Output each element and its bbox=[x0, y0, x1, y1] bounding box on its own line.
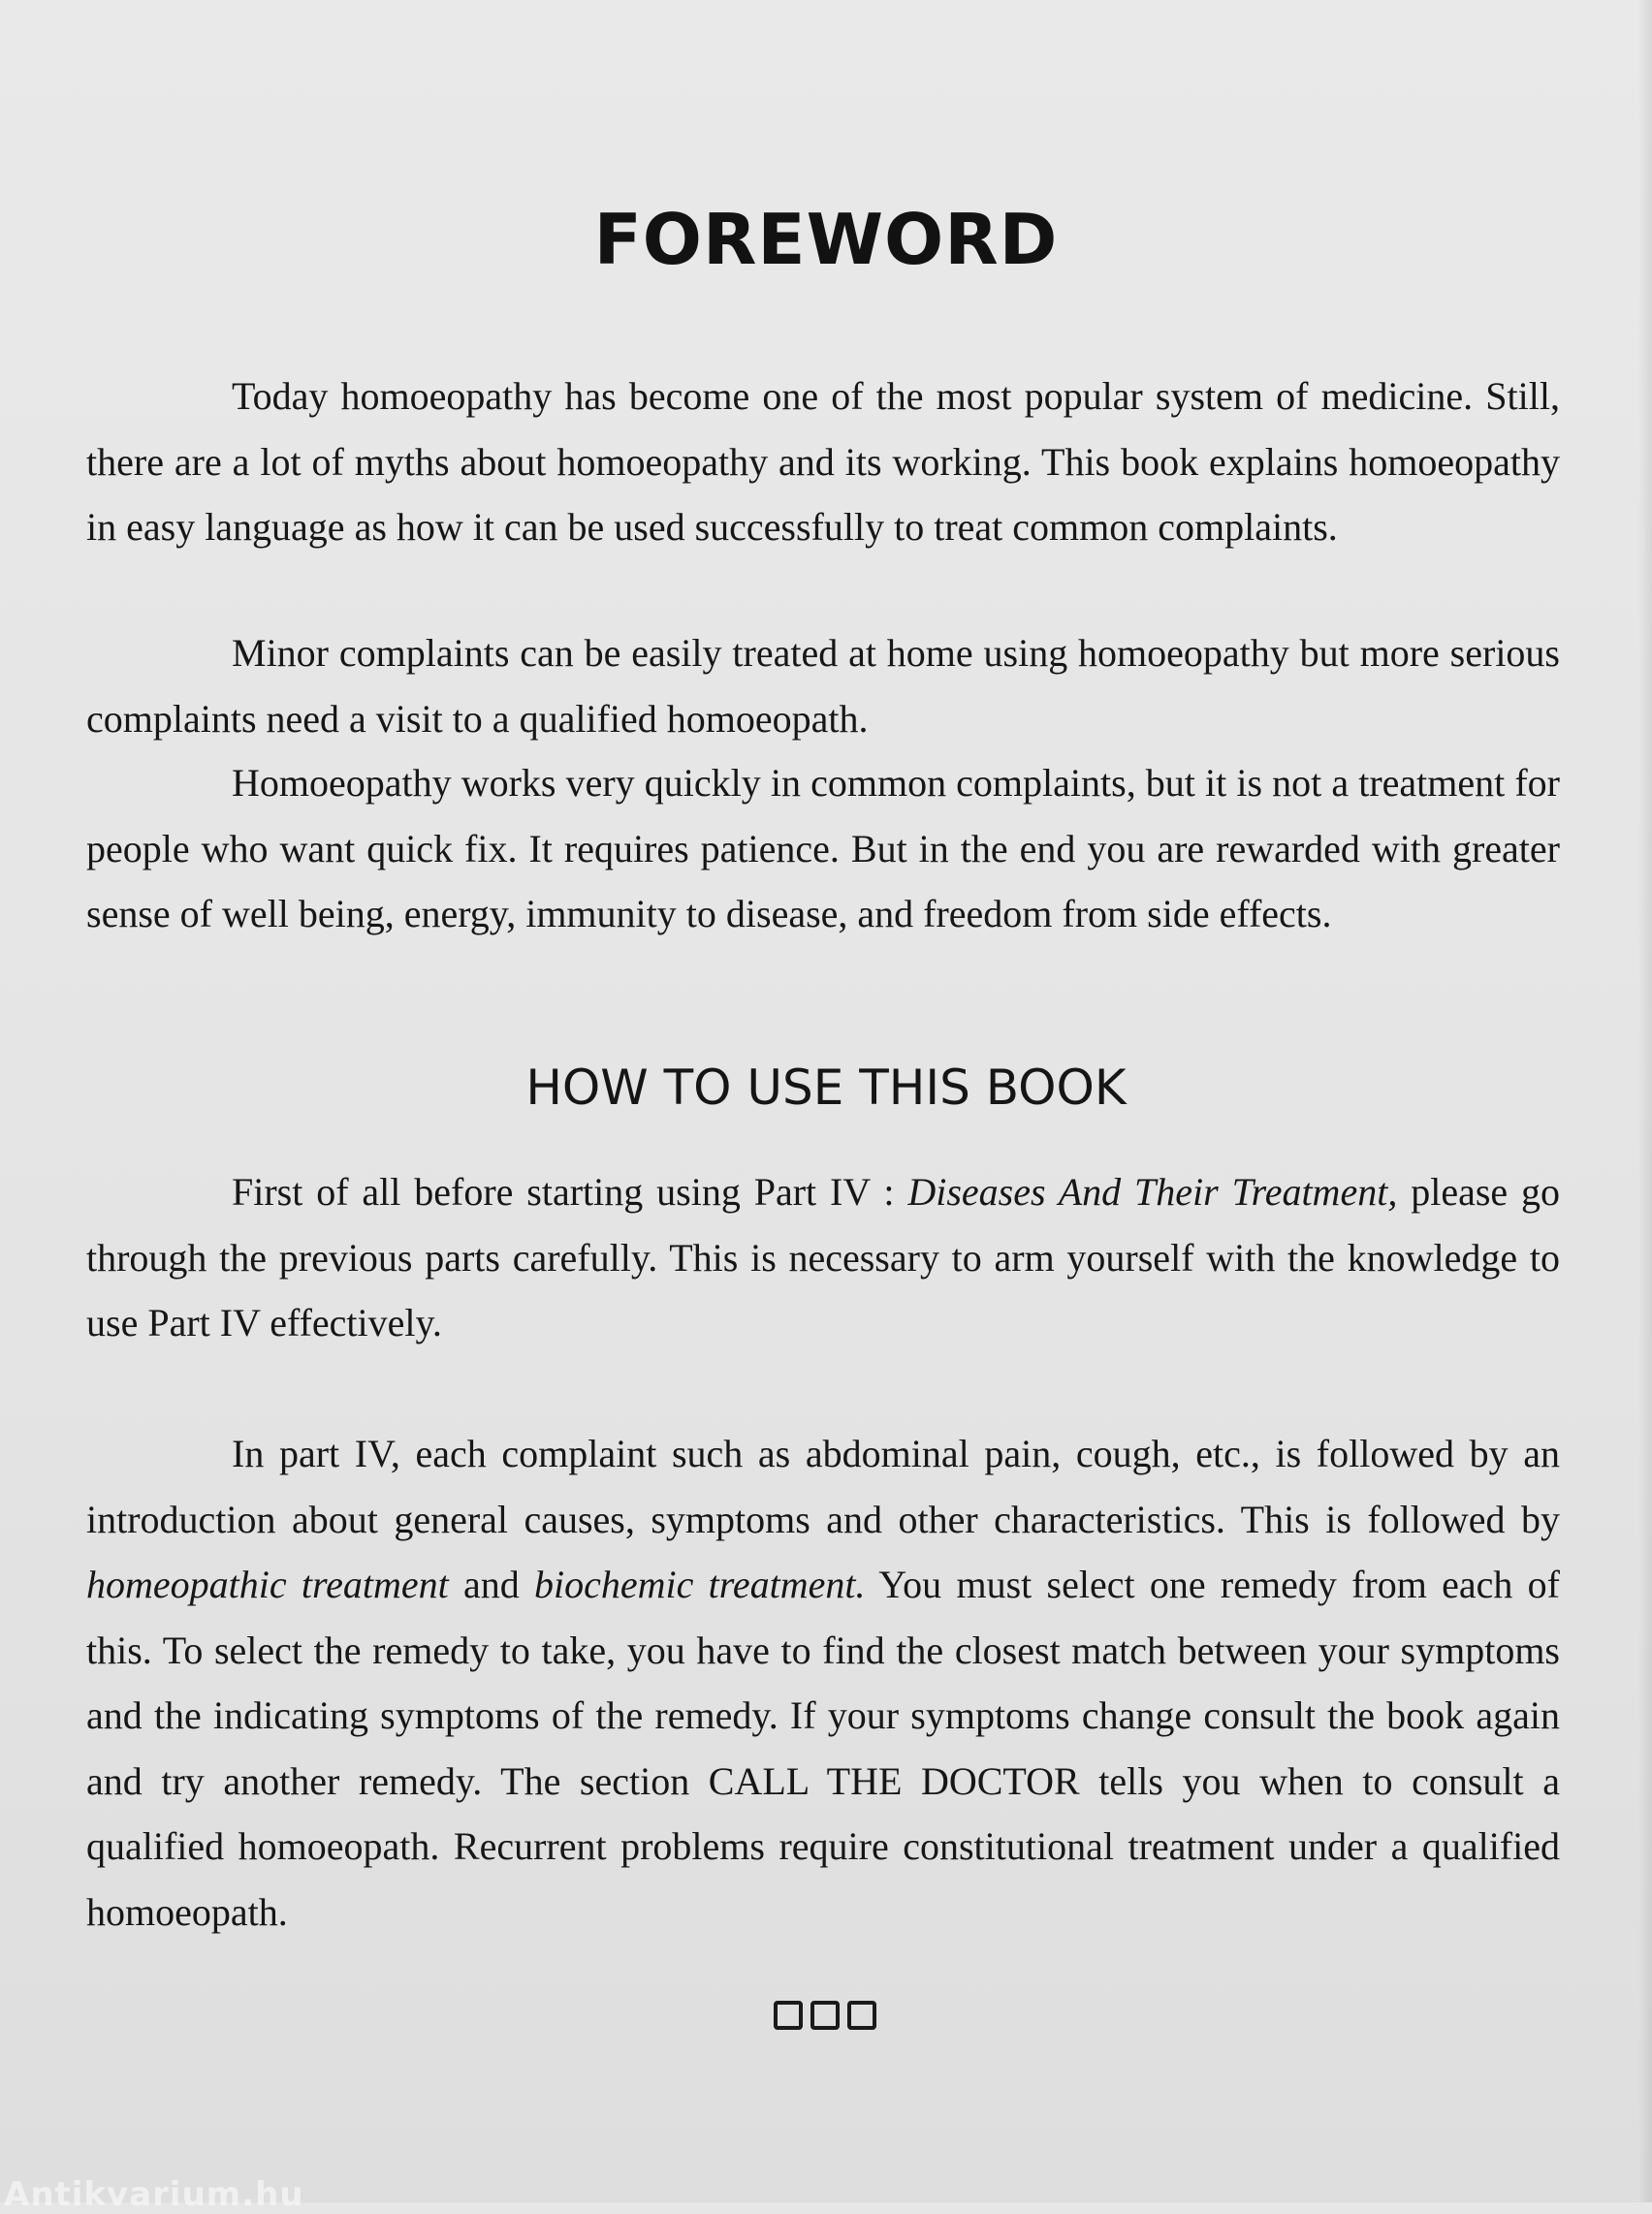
end-mark-square-icon bbox=[774, 2001, 803, 2030]
how-to-p1-text-end: please go through the previous parts carefully. This is necessary to arm yourself with the knowledge to use Part IV effectively. bbox=[86, 1170, 1561, 1344]
foreword-paragraph-2: Minor complaints can be easily treated at home using homoeopathy but more serious complaints need a visit to a qualified homoeopath. bbox=[86, 631, 1560, 741]
how-to-p2-text-start: In part IV, each complaint such as abdominal pain, cough, etc., is followed by an introduction about general causes, symptoms and other characteristics. This is followed by bbox=[86, 1432, 1560, 1541]
how-to-p2-text-end: You must select one remedy from each of this. To select the remedy to take, you have to find the closest match between your symptoms and the indicating symptoms of the remedy. If your symptoms change consult the book again and try another remedy. The section CALL THE DOCTOR tells you when to consult a qualified homoeopath. Recurrent problems require constitutional treatment under a qualified homoeopath. bbox=[86, 1563, 1560, 1934]
how-to-p2-italic-homeopathic: homeopathic treatment bbox=[86, 1563, 449, 1606]
how-to-p2-italic-biochemic: biochemic treatment. bbox=[534, 1563, 866, 1606]
foreword-paragraph-1: Today homoeopathy has become one of the most popular system of medicine. Still, there are a lot of myths about homoeopathy and its working. This book explains homoeopathy in easy language as how it can be used successfully to treat common complaints. bbox=[86, 374, 1560, 549]
page-title: FOREWORD bbox=[593, 199, 1059, 280]
foreword-paragraph-3: Homoeopathy works very quickly in common complaints, but it is not a treatment for people who want quick fix. It requires patience. But in the end you are rewarded with greater sense of well being, energy, immunity to disease, and freedom from side effects. bbox=[86, 761, 1560, 935]
section-heading: HOW TO USE THIS BOOK bbox=[525, 1060, 1127, 1116]
how-to-p2-text-mid: and bbox=[448, 1563, 535, 1606]
how-to-p1-italic: Diseases And Their Treatment, bbox=[907, 1170, 1398, 1214]
how-to-paragraph-1 bbox=[86, 1159, 1560, 1356]
how-to-paragraph-2 bbox=[86, 1421, 1560, 1945]
watermark: Antikvarium.hu bbox=[4, 2175, 304, 2214]
how-to-p1-text-start: First of all before starting using Part IV : bbox=[232, 1170, 908, 1214]
end-mark-square-icon bbox=[847, 2001, 876, 2030]
end-mark-square-icon bbox=[810, 2001, 840, 2030]
end-mark-squares-icon bbox=[774, 2001, 890, 2034]
